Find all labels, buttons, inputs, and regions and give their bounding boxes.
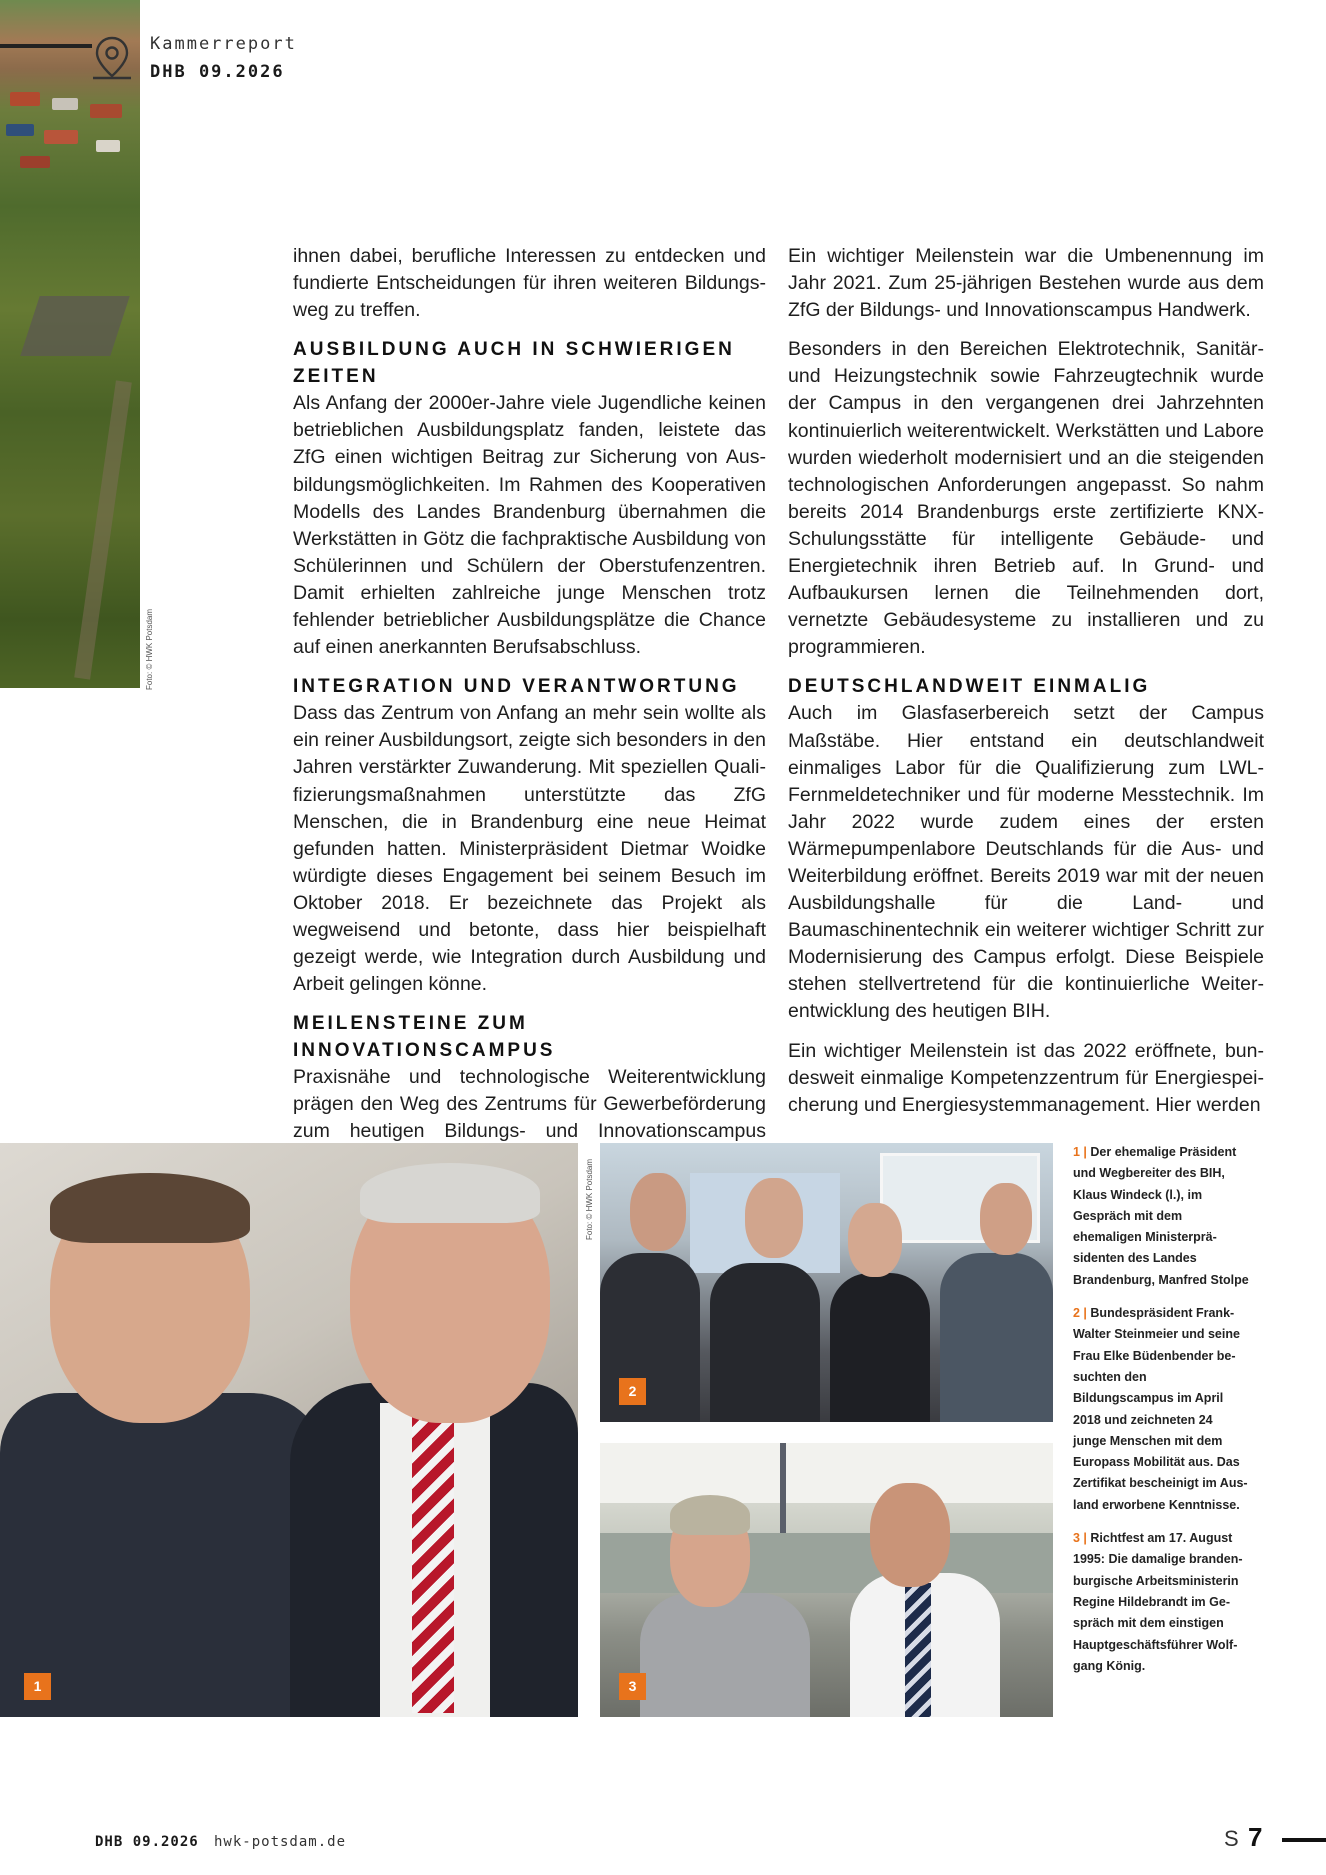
photo-1: [0, 1143, 578, 1717]
photo-captions: [1073, 1142, 1249, 1689]
caption-1: 1 | Der ehemalige Präsident und Wegbereiter des BIH, Klaus Windeck (l.), im Gespräch mit dem ehemaligen Ministerpräsidenten des Landes Brandenburg, Manfred Stolpe: [1073, 1145, 1249, 1287]
caption-text: Der ehemalige Präsident und Wegbereiter des BIH, Klaus Windeck (l.), im Gespräch mit dem ehemaligen Ministerpräsidenten des Landes Brandenburg, Manfred Stolpe: [1073, 1145, 1249, 1287]
subheading: AUSBILDUNG AUCH IN SCHWIERIGEN ZEITEN: [293, 339, 735, 388]
caption-text: Richtfest am 17. August 1995: Die damalige brandenburgische Arbeitsministerin Regine Hildebrandt im Gespräch mit dem einstigen Hauptgeschäftsführer Wolfgang König.: [1073, 1531, 1243, 1673]
page-number: 7: [1248, 1822, 1263, 1852]
subheading: DEUTSCHLANDWEIT EINMALIG: [788, 676, 1151, 698]
paragraph: ihnen dabei, berufliche Interessen zu entdecken und fundierte Entscheidungen für ihren weiteren Bildungsweg zu treffen.: [293, 245, 766, 322]
photo-3: [600, 1443, 1053, 1717]
photo-number-badge: 1: [24, 1673, 51, 1700]
photo-number-badge: 3: [619, 1673, 646, 1700]
photo-credit-strip: Foto: © HWK Potsdam: [145, 608, 154, 690]
subheading: MEILENSTEINE ZUM INNOVATIONSCAMPUS: [293, 1013, 556, 1062]
paragraph: Besonders in den Bereichen Elektrotechnik, Sanitär- und Heizungstechnik sowie Fahrzeugtechnik wurde der Campus in den vergangenen drei Jahrzehnten kontinuierlich weiterentwickelt. Werkstätten und Labore wurden wiederholt modernisiert und an die steigenden technologischen Anforderungen angepasst. So nahm bereits 2014 Brandenburgs erste zertifizierte KNX-Schulungsstätte für intelligente Gebäude- und Energietechnik ihren Betrieb auf. In Grund- und Aufbaukursen lernen die Teilnehmenden dort, vernetzte Gebäudesysteme zu installieren und zu programmieren.: [788, 338, 1264, 659]
header-rule: [0, 44, 92, 48]
caption-number: 3: [1073, 1531, 1080, 1546]
photo-number-badge: 2: [619, 1378, 646, 1405]
section-title: Kammerreport: [150, 34, 297, 54]
paragraph: Als Anfang der 2000er-Jahre viele Jugendliche keinen betrieblichen Ausbildungsplatz fanden, leistete das ZfG einen wichtigen Beitrag zur Sicherung von Ausbildungsmöglichkeiten. Im Rahmen des Kooperativen Modells des Landes Brandenburg übernahmen die Werkstätten in Götz die fachpraktische Ausbildung von Schülerinnen und Schülern der Oberstufenzentren. Damit erhielten zahlreiche junge Menschen trotz fehlender betrieblicher Ausbildungsplätze die Chance auf einen anerkannten Berufsabschluss.: [293, 392, 766, 659]
footer-issue: DHB 09.2026: [95, 1834, 199, 1850]
caption-2: 2 | Bundespräsident Frank-Walter Steinmeier und seine Frau Elke Büdenbender besuchten den Bildungscampus im April 2018 und zeichneten 24 junge Menschen mit dem Europass Mobilität aus. Das Zertifikat bescheinigt im Ausland erworbene Kenntnisse.: [1073, 1306, 1248, 1512]
text-column-right: [788, 243, 1264, 1119]
caption-text: Bundespräsident Frank-Walter Steinmeier und seine Frau Elke Büdenbender besuchten den Bildungscampus im April 2018 und zeichneten 24 junge Menschen mit dem Europass Mobilität aus. Das Zertifikat bescheinigt im Ausland erworbene Kenntnisse.: [1073, 1306, 1248, 1512]
subheading: INTEGRATION UND VERANTWORTUNG: [293, 676, 740, 698]
caption-3: 3 | Richtfest am 17. August 1995: Die damalige brandenburgische Arbeitsministerin Regine Hildebrandt im Gespräch mit dem einstigen Hauptgeschäftsführer Wolfgang König.: [1073, 1531, 1243, 1673]
issue-label: DHB 09.2026: [150, 62, 285, 82]
paragraph: Ein wichtiger Meilenstein ist das 2022 eröffnete, bundesweit einmalige Kompetenzzentrum für Energiespeicherung und Energiesystemmanagement. Hier werden: [788, 1039, 1264, 1116]
paragraph: Auch im Glasfaserbereich setzt der Campus Maßstäbe. Hier entstand ein deutschlandweit einmaliges Labor für die Qualifizierung zum LWL-Fernmeldetechniker und für moderne Messtechnik. Im Jahr 2022 wurde zudem eines der ersten Wärmepumpenlabore Deutschlands für die Aus- und Weiterbildung eröffnet. Bereits 2019 war mit der neuen Ausbildungshalle für die Land- und Baumaschinentechnik ein weiterer wichtiger Schritt zur Modernisierung des Campus erfolgt. Diese Beispiele stehen stellvertretend für die kontinuierliche Weiterentwicklung des heutigen BIH.: [788, 702, 1264, 1023]
paragraph: Dass das Zentrum von Anfang an mehr sein wollte als ein reiner Ausbildungsort, zeigte sich besonders in den Jahren verstärkter Zuwanderung. Mit speziellen Qualifizierungsmaßnahmen unterstützte das ZfG Menschen, die in Brandenburg eine neue Heimat gefunden hatten. Ministerpräsident Dietmar Woidke würdigte dieses Engagement bei seinem Besuch im Oktober 2018. Er bezeichnete das Projekt als wegweisend und betonte, dass hier beispielhaft gezeigt werde, wie Integration durch Ausbildung und Arbeit gelingen könne.: [293, 702, 766, 996]
location-pin-icon: [93, 36, 131, 82]
aerial-photo-strip: [0, 0, 140, 688]
photo-credit-2: Foto: © HWK Potsdam: [585, 1158, 594, 1240]
footer-rule: [1282, 1838, 1326, 1842]
paragraph: Ein wichtiger Meilenstein war die Umbenennung im Jahr 2021. Zum 25-jährigen Bestehen wurde aus dem ZfG der Bildungs- und Innovationscampus Handwerk.: [788, 245, 1264, 322]
text-column-left: [293, 243, 766, 1173]
footer-url-link[interactable]: hwk-potsdam.de: [214, 1834, 347, 1850]
caption-number: 1: [1073, 1145, 1080, 1159]
page-prefix: S: [1224, 1826, 1239, 1851]
caption-number: 2: [1073, 1306, 1080, 1321]
photo-2: [600, 1143, 1053, 1422]
paragraph: Praxisnähe und technologische Weiterentwicklung prägen den Weg des Zentrums für Gewerbeförderung zum heutigen Bildungs- und Innovationscampus: [293, 1066, 766, 1143]
